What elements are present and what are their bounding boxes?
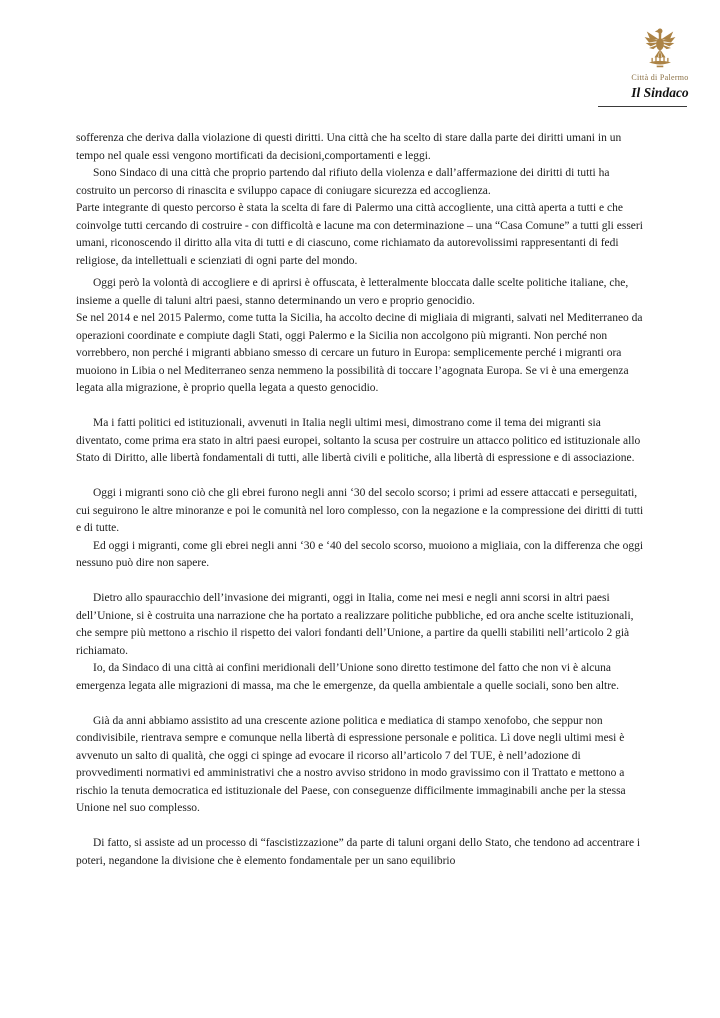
- organization-name: Città di Palermo: [631, 73, 689, 82]
- letter-body: [76, 130, 646, 870]
- paragraph: Parte integrante di questo percorso è stata la scelta di fare di Palermo una città accogliente, una città aperta a tutti e che coinvolge tutti cercando di costruire - con difficoltà e lacune ma con determinazione – una “Casa Comune” a tutti gli esseri umani, riconoscendo il diritto alla vita di tutti e di ciascuno, come richiamato da autorevolissimi rappresentanti di fedi religiose, da intellettuali e scienziati di ogni parte del mondo.: [76, 202, 643, 267]
- paragraph: Io, da Sindaco di una città ai confini meridionali dell’Unione sono diretto testimone del fatto che non vi è alcuna emergenza legata alle migrazioni di massa, ma che le emergenze, da quella ambientale a quelle sociali, sono ben altre.: [76, 662, 620, 692]
- paragraph: Se nel 2014 e nel 2015 Palermo, come tutta la Sicilia, ha accolto decine di migliaia di migranti, salvati nel Mediterraneo da operazioni coordinate e compiute dagli Stati, oggi Palermo e la Sicilia non accolgono più migranti. Non perché non vorrebbero, non perché i migranti abbiano smesso di cercare un futuro in Europa: semplicemente perché i migranti ora muoiono in Libia o nel Mediterraneo senza nemmeno la possibilità di toccare l’agognata Europa. Se vi è una emergenza legata alla migrazione, è proprio quella legata a questo genocidio.: [76, 312, 643, 394]
- letterhead-divider: [598, 106, 687, 107]
- office-title: Il Sindaco: [631, 85, 689, 100]
- palermo-eagle-crest-icon: [643, 26, 677, 70]
- paragraph: sofferenza che deriva dalla violazione di questi diritti. Una città che ha scelto di stare dalla parte dei diritti umani in un tempo nel quale essi vengono mortificati da decisioni,comportamenti e leggi.: [76, 132, 622, 162]
- paragraph: Ed oggi i migranti, come gli ebrei negli anni ‘30 e ‘40 del secolo scorso, muoiono a migliaia, con la differenza che oggi nessuno può dire non sapere.: [76, 539, 644, 569]
- paragraph: Oggi i migranti sono ciò che gli ebrei furono negli anni ‘30 del secolo scorso; i primi ad essere attaccati e perseguitati, cui seguirono le altre minoranze e poi le comunità nel loro complesso, con la negazione e la compressione dei diritti di tutti e di tutte.: [76, 487, 644, 534]
- paragraph: Già da anni abbiamo assistito ad una crescente azione politica e mediatica di stampo xenofobo, che seppur non condivisibile, rientrava sempre e comunque nella libertà di espressione personale e politica. Lì dove negli ultimi mesi è avvenuto un salto di qualità, che oggi ci spinge ad evocare il ricorso all’articolo 7 del TUE, è nell’adozione di provvedimenti normativi ed amministrativi che a nostro avviso stridono in modo gravissimo con il Trattato e mettono a rischio la tenuta democratica ed istituzionale del Paese, con conseguenze difficilmente immaginabili anche per la stessa Unione nel suo complesso.: [76, 714, 626, 814]
- paragraph: Dietro allo spauracchio dell’invasione dei migranti, oggi in Italia, come nei mesi e negli anni scorsi in altri paesi dell’Unione, si è costruita una narrazione che ha portato a realizzare politiche pubbliche, ed ora anche scelte istituzionali, che sempre più mettono a rischio il rispetto dei valori fondanti dell’Unione, a partire da quelli stabiliti nell’articolo 2 già richiamato.: [76, 592, 634, 657]
- paragraph: Sono Sindaco di una città che proprio partendo dal rifiuto della violenza e dall’affermazione dei diritti di tutti ha costruito un percorso di rinascita e sviluppo capace di coniugare sicurezza ed accoglienza.: [76, 167, 610, 197]
- paragraph: Di fatto, si assiste ad un processo di “fascistizzazione” da parte di taluni organi dello Stato, che tendono ad accentrare i poteri, negandone la divisione che è elemento fondamentale per un sano equilibrio: [76, 837, 641, 867]
- letterhead: [600, 26, 720, 101]
- paragraph: Oggi però la volontà di accogliere e di aprirsi è offuscata, è letteralmente bloccata dalle scelte politiche italiane, che, insieme a quelle di taluni altri paesi, stanno determinando un vero e proprio genocidio.: [76, 277, 629, 307]
- paragraph: Ma i fatti politici ed istituzionali, avvenuti in Italia negli ultimi mesi, dimostrano come il tema dei migranti sia diventato, come prima era stato in altri paesi europei, soltanto la scusa per costruire un attacco politico ed istituzionale allo Stato di Diritto, alle libertà fondamentali di tutti, alle libertà civili e politiche, alla libertà di espressione e di associazione.: [76, 417, 641, 464]
